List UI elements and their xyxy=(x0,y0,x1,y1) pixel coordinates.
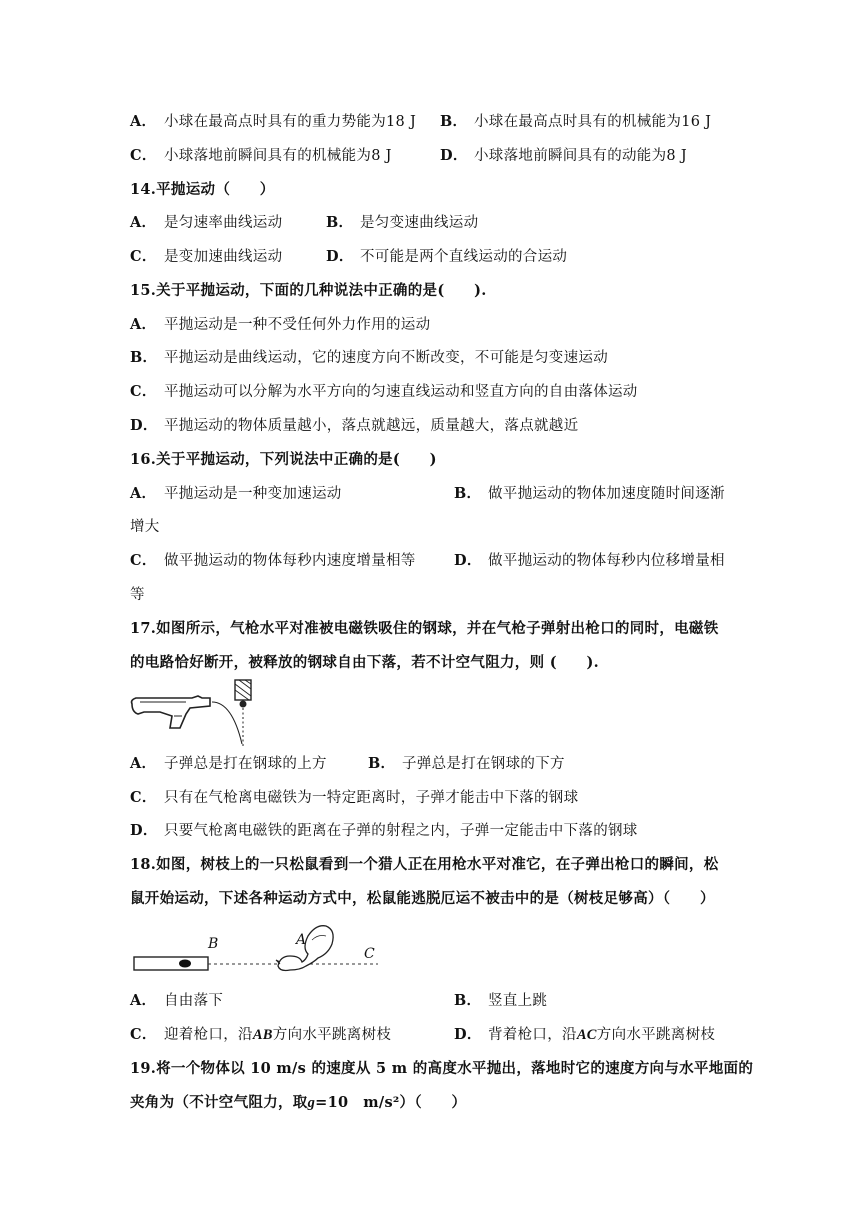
q15-option-d-row xyxy=(130,416,578,436)
option-letter: C． xyxy=(130,248,157,265)
q15-stem: 15.关于平抛运动，下面的几种说法中正确的是( ). xyxy=(130,282,487,299)
option-letter: B． xyxy=(454,992,482,1009)
q18-option-d-post: 方向水平跳离树枝 xyxy=(596,1027,716,1043)
option-letter: C． xyxy=(130,147,157,164)
q18-stem-line2: 鼠开始运动，下述各种运动方式中，松鼠能逃脱厄运不被击中的是（树枝足够高）（ ） xyxy=(130,890,715,907)
option-letter: B． xyxy=(368,755,396,772)
q13-option-c: 小球落地前瞬间具有的机械能为8 J xyxy=(164,148,392,164)
q18-option-a: 自由落下 xyxy=(164,993,224,1009)
squirrel-figure-drawing xyxy=(130,920,390,980)
option-letter: D． xyxy=(440,147,468,164)
q16-stem: 16.关于平抛运动，下列说法中正确的是( ) xyxy=(130,451,437,468)
q18-stem-line1: 18.如图，树枝上的一只松鼠看到一个猎人正在用枪水平对准它，在子弹出枪口的瞬间，松 xyxy=(130,856,719,873)
option-letter: B． xyxy=(326,214,354,231)
q18-option-c-pre: 迎着枪口，沿 xyxy=(164,1027,253,1043)
q16-option-d-line1: 做平抛运动的物体每秒内位移增量相 xyxy=(488,553,725,569)
q14-option-b: 是匀变速曲线运动 xyxy=(360,215,479,231)
option-letter: C． xyxy=(130,383,157,400)
air-gun-figure xyxy=(130,676,270,751)
q18-option-row-ab xyxy=(130,991,548,1011)
label-c: C xyxy=(364,946,375,962)
q14-stem: 14.平抛运动（ ） xyxy=(130,181,275,198)
q18-option-d-pre: 背着枪口，沿 xyxy=(488,1027,577,1043)
option-letter: B． xyxy=(440,113,468,130)
q14-option-c: 是变加速曲线运动 xyxy=(164,249,283,265)
q19-stem-post: =10 m/s²）（ ） xyxy=(315,1094,467,1111)
q15-option-d: 平抛运动的物体质量越小，落点就越远，质量越大，落点就越近 xyxy=(164,418,579,434)
q18-option-d-var: AC xyxy=(576,1027,597,1043)
q17-option-a: 子弹总是打在钢球的上方 xyxy=(164,756,327,772)
squirrel-figure xyxy=(130,920,390,980)
option-letter: A． xyxy=(130,214,157,231)
q17-option-d: 只要气枪离电磁铁的距离在子弹的射程之内，子弹一定能击中下落的钢球 xyxy=(164,823,638,839)
q17-option-c-row xyxy=(130,788,578,808)
option-letter: C． xyxy=(130,789,157,806)
option-letter: A． xyxy=(130,992,157,1009)
option-letter: C． xyxy=(130,552,157,569)
q15-option-c-row xyxy=(130,382,638,402)
option-letter: A． xyxy=(130,485,157,502)
q17-option-row-ab xyxy=(130,754,565,774)
q18-option-row-cd xyxy=(130,1025,716,1045)
option-letter: B． xyxy=(454,485,482,502)
option-letter: D． xyxy=(130,417,158,434)
q14-option-row-ab xyxy=(130,213,479,233)
q15-option-b: 平抛运动是曲线运动，它的速度方向不断改变，不可能是匀变速运动 xyxy=(164,350,608,366)
q18-option-c-var: AB xyxy=(252,1027,273,1043)
q17-option-d-row xyxy=(130,821,638,841)
q15-option-a: 平抛运动是一种不受任何外力作用的运动 xyxy=(164,317,431,333)
q14-option-row-cd xyxy=(130,247,568,267)
label-a: A xyxy=(296,932,307,948)
q14-option-d: 不可能是两个直线运动的合运动 xyxy=(360,249,568,265)
q17-option-b: 子弹总是打在钢球的下方 xyxy=(402,756,565,772)
q19-stem-line2 xyxy=(130,1093,466,1113)
q17-stem-line2: 的电路恰好断开，被释放的钢球自由下落，若不计空气阻力，则 ( ). xyxy=(130,654,600,671)
q16-option-row-ab xyxy=(130,484,725,504)
q13-option-row-ab xyxy=(130,112,712,132)
q16-option-b-line2: 增大 xyxy=(130,519,160,535)
q13-option-d: 小球落地前瞬间具有的动能为8 J xyxy=(474,148,687,164)
q17-option-c: 只有在气枪离电磁铁为一特定距离时，子弹才能击中下落的钢球 xyxy=(164,790,579,806)
q15-option-c: 平抛运动可以分解为水平方向的匀速直线运动和竖直方向的自由落体运动 xyxy=(164,384,638,400)
q19-g-var: g xyxy=(307,1095,316,1111)
q18-option-b: 竖直上跳 xyxy=(488,993,548,1009)
option-letter: D． xyxy=(130,822,158,839)
q16-option-c: 做平抛运动的物体每秒内速度增量相等 xyxy=(164,553,416,569)
option-letter: A． xyxy=(130,755,157,772)
q15-option-a-row xyxy=(130,315,430,335)
q13-option-b: 小球在最高点时具有的机械能为16 J xyxy=(474,114,712,130)
q17-stem-line1: 17.如图所示，气枪水平对准被电磁铁吸住的钢球，并在气枪子弹射出枪口的同时，电磁铁 xyxy=(130,620,719,637)
option-letter: D． xyxy=(326,248,354,265)
option-letter: D． xyxy=(454,552,482,569)
q15-option-b-row xyxy=(130,348,608,368)
q16-option-a: 平抛运动是一种变加速运动 xyxy=(164,486,342,502)
option-letter: A． xyxy=(130,113,157,130)
option-letter: D． xyxy=(454,1026,482,1043)
option-letter: A． xyxy=(130,316,157,333)
q16-option-d-line2: 等 xyxy=(130,587,145,603)
option-letter: C． xyxy=(130,1026,157,1043)
q13-option-a: 小球在最高点时具有的重力势能为18 J xyxy=(164,114,417,130)
q19-stem-line1: 19.将一个物体以 10 m/s 的速度从 5 m 的高度水平抛出，落地时它的速度方向与水平地面的 xyxy=(130,1060,754,1077)
q13-option-row-cd xyxy=(130,146,687,166)
q16-option-b-line1: 做平抛运动的物体加速度随时间逐渐 xyxy=(488,486,725,502)
label-b: B xyxy=(208,936,219,952)
q19-stem-pre: 夹角为（不计空气阻力，取 xyxy=(130,1094,308,1111)
q18-option-c-post: 方向水平跳离树枝 xyxy=(272,1027,392,1043)
q14-option-a: 是匀速率曲线运动 xyxy=(164,215,283,231)
option-letter: B． xyxy=(130,349,158,366)
q16-option-row-cd xyxy=(130,551,725,571)
